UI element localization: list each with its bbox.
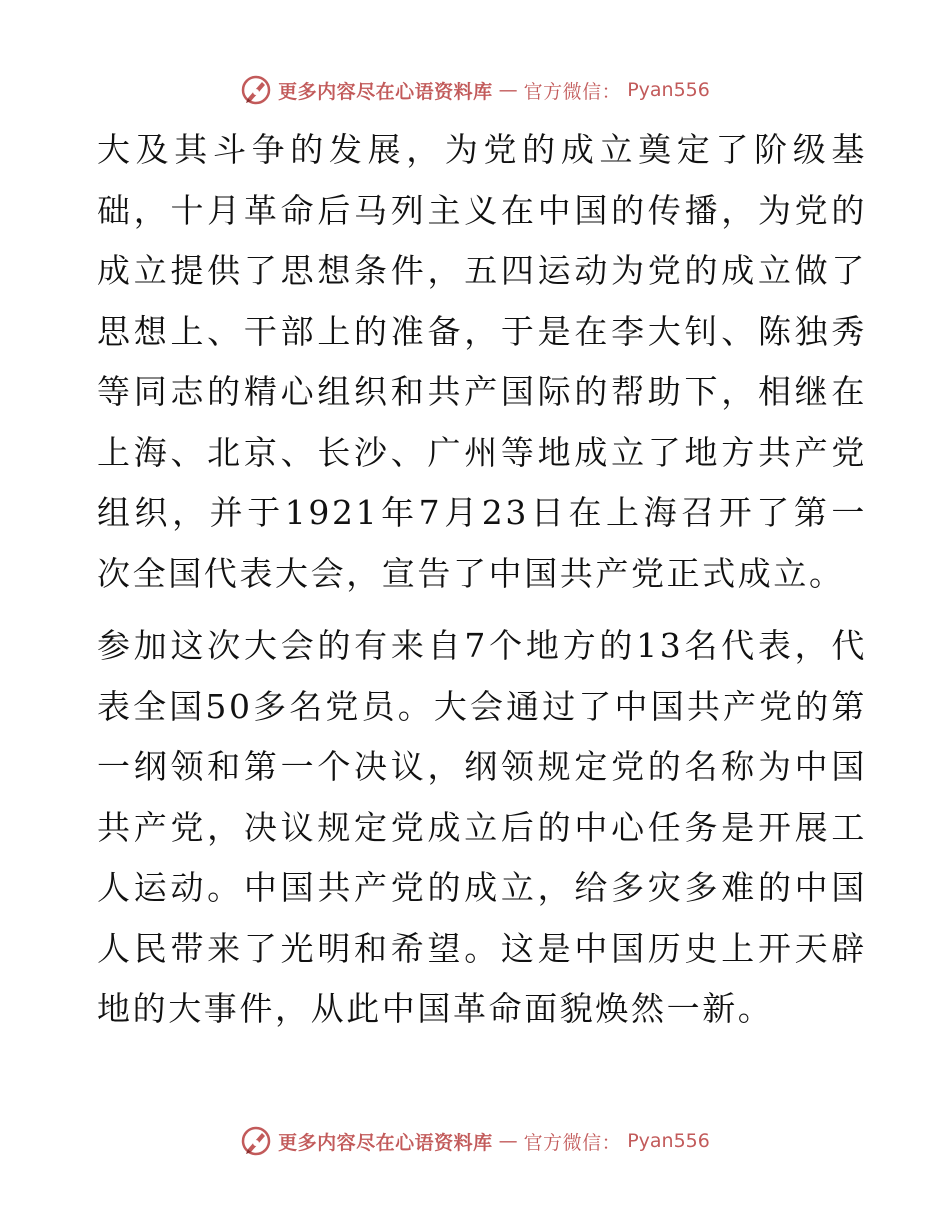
header-contact-label: 官方微信：: [523, 80, 622, 103]
footer-brand-text: 更多内容尽在心语资料库: [278, 1131, 493, 1154]
header-brand-text: 更多内容尽在心语资料库: [278, 80, 493, 103]
document-body: [97, 120, 867, 1040]
quill-pen-seal-icon: [240, 1125, 272, 1157]
footer-watermark: [0, 1121, 950, 1161]
footer-separator: —: [498, 1130, 518, 1152]
header-separator: —: [498, 79, 518, 101]
quill-pen-seal-icon: [240, 74, 272, 106]
footer-contact-label: 官方微信：: [523, 1131, 622, 1154]
header-contact-id: Pyan556: [627, 79, 710, 101]
body-paragraph-2: 参加这次大会的有来自7个地方的13名代表，代表全国50多名党员。大会通过了中国共产党的第一纲领和第一个决议，纲领规定党的名称为中国共产党，决议规定党成立后的中心任务是开展工人运动。中国共产党的成立，给多灾多难的中国人民带来了光明和希望。这是中国历史上开天辟地的大事件，从此中国革命面貌焕然一新。: [97, 626, 867, 1028]
body-paragraph-1: 大及其斗争的发展，为党的成立奠定了阶级基础，十月革命后马列主义在中国的传播，为党的成立提供了思想条件，五四运动为党的成立做了思想上、干部上的准备，于是在李大钊、陈独秀等同志的精心组织和共产国际的帮助下，相继在上海、北京、长沙、广州等地成立了地方共产党组织，并于1921年7月23日在上海召开了第一次全国代表大会，宣告了中国共产党正式成立。: [97, 130, 867, 593]
footer-contact-id: Pyan556: [627, 1130, 710, 1152]
header-watermark: [0, 70, 950, 110]
